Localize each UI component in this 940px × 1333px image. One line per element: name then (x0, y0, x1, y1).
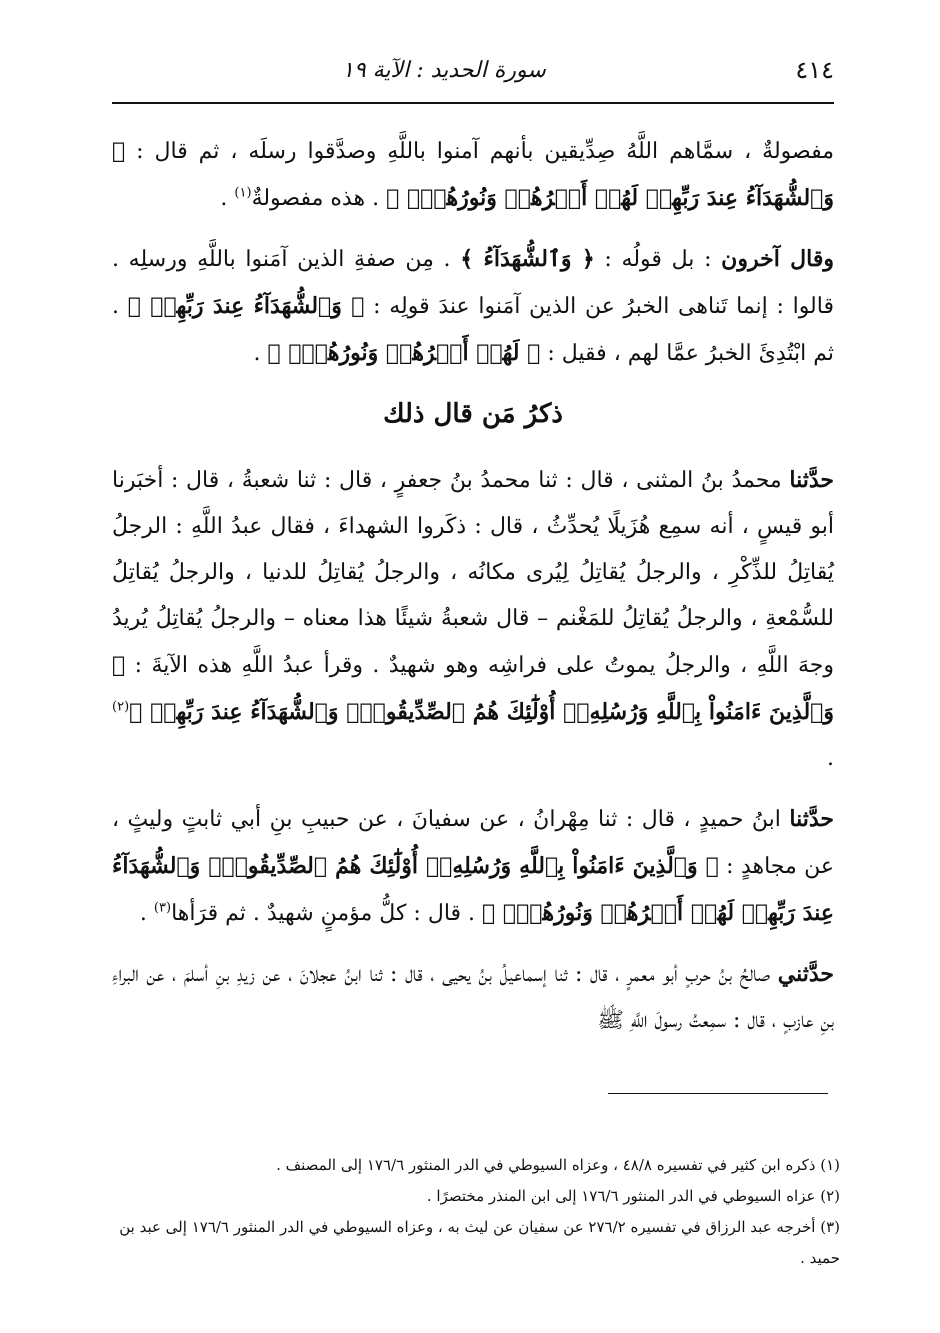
paragraph-4 (112, 796, 834, 937)
p4-text-b: . قال : كلُّ مؤمنٍ شهيدٌ . ثم قرَأها (171, 901, 483, 926)
p1-text-a: مفصولةٌ ، سمَّاهم اللَّهُ صِدِّيقين بأنهم آمنوا باللَّهِ وصدَّقوا رسلَه ، ثم قال : (136, 139, 834, 164)
p2-quote-c: ﴿ لَهُمۡ أَجۡرُهُمۡ وَنُورُهُمۡۖ ﴾ (267, 340, 541, 366)
page-number: ٤١٤ (795, 56, 834, 84)
footnote-3: (٣) أخرجه عبد الرزاق في تفسيره ٢٧٦/٢ عن سفيان عن ليث به ، وعزاه السيوطي في الدر المنثور ١٧٦/٦ إلى عبد بن حميد . (119, 1218, 840, 1267)
p1-text-b: . هذه مفصولةٌ (251, 186, 387, 211)
p4-text-a: ابنُ حميدٍ ، قال : ثنا مِهْرانُ ، عن سفيانَ ، عن حبيبِ بنِ أبي ثابتٍ وليثٍ ، عن مجاهدٍ : (112, 807, 835, 879)
p2-quote-a: ﴿ وَٱلشُّهَدَآءُ ﴾ (460, 246, 595, 272)
p2-text-c: . ثم ابْتُدِئَ الخبرُ عمَّا لهم ، فقيل : (112, 294, 834, 366)
p2-quote-b: ﴿ وَٱلشُّهَدَآءُ عِندَ رَبِّهِمۡ ﴾ (127, 293, 365, 319)
p3-lead: حدَّثنا (789, 467, 834, 493)
p4-quran-quote: ﴿ وَٱلَّذِينَ ءَامَنُواْ بِٱللَّهِ وَرُسُلِهِۦٓ أُوْلَٰٓئِكَ هُمُ ٱلصِّدِّيقُونَۖ وَٱلشُّهَدَآءُ عِندَ رَبِّهِمۡ لَهُمۡ أَجۡرُهُمۡ وَنُورُهُمۡۖ ﴾ (112, 853, 834, 926)
running-title: سورة الحديد : الآية ١٩ (342, 58, 546, 83)
p2-lead: وقال آخرون (721, 246, 834, 272)
page-header (112, 48, 834, 104)
p4-lead: حدَّثنا (789, 806, 834, 832)
p3-text-b: . (827, 746, 834, 771)
paragraph-1: مفصولةٌ ، سمَّاهم اللَّهُ صِدِّيقين بأنهم آمنوا باللَّهِ وصدَّقوا رسلَه ، ثم قال : ﴿ وَٱلشُّهَدَآءُ عِندَ رَبِّهِمۡ لَهُمۡ أَجۡرُهُمۡ وَنُورُهُمۡۖ ﴾ . هذه مفصولةٌ$^{(١)}$ . (112, 138, 834, 211)
footnote-ref-3: (٣) (153, 900, 172, 916)
footnote-2: (٢) عزاه السيوطي في الدر المنثور ١٧٦/٦ إلى ابن المنذر مختصرًا . (426, 1187, 840, 1205)
p5-text-a: صالحُ بنُ حربٍ أبو معمرٍ ، قال : ثنا إسماعيلُ بنُ يحيى ، قال : ثنا ابنُ عجلانَ ، عن زيدِ بنِ أسلمَ ، عن البراءِ بنِ عازبٍ ، قال : سمِعتُ رسولَ اللَّهِ ﷺ (112, 962, 834, 1033)
p2-text-d: . (253, 341, 268, 366)
section-heading: ذكرُ مَن قال ذلك (383, 399, 563, 429)
p4-text-c: . (139, 901, 154, 926)
paragraph-3 (112, 457, 834, 782)
paragraph-5 (112, 951, 834, 1044)
footnotes (104, 1150, 840, 1274)
main-text (112, 128, 834, 1058)
p3-text-a: محمدُ بنُ المثنى ، قال : ثنا محمدُ بنُ جعفرٍ ، قال : ثنا شعبةُ ، قال : أخبَرنا أبو قيسٍ ، أنه سمِع هُزَيلًا يُحدِّثُ ، قال : ذكَروا الشهداءَ ، فقال عبدُ اللَّهِ : الرجلُ يُقاتِلُ للذِّكْرِ ، والرجلُ يُقاتِلُ لِيُرى مكانُه ، والرجلُ يُقاتِلُ للدنيا ، والرجلُ يُقاتِلُ للسُّمْعةِ ، والرجلُ يُقاتِلُ للمَغْنم – قال شعبةُ شيئًا هذا معناه – والرجلُ يُقاتِلُ يُريدُ وجهَ اللَّهِ ، والرجلُ يموتُ على فراشِه وهو شهيدٌ . وقرأ عبدُ اللَّهِ هذه الآيةَ : (112, 468, 834, 678)
footnote-1: (١) ذكره ابن كثير في تفسيره ٤٨/٨ ، وعزاه السيوطي في الدر المنثور ١٧٦/٦ إلى المصنف . (276, 1156, 840, 1174)
footnote-ref-2: (٢) (112, 699, 130, 715)
footnote-separator (608, 1093, 828, 1094)
header-rule (112, 102, 834, 104)
p2-text-a: : بل قولُه : (594, 247, 722, 272)
p2-text-b: . مِن صفةِ الذين آمَنوا باللَّهِ ورسلِه . قالوا : إنما تَناهى الخبرُ عن الذين آمَنوا عندَ قولِه : (112, 247, 834, 319)
p3-quran-quote: ﴿ وَٱلَّذِينَ ءَامَنُواْ بِٱللَّهِ وَرُسُلِهِۦٓ أُوْلَٰٓئِكَ هُمُ ٱلصِّدِّيقُونَۖ وَٱلشُّهَدَآءُ عِندَ رَبِّهِمۡ ﴾ (112, 652, 834, 725)
paragraph-2 (112, 236, 834, 377)
p1-quran-quote: ﴿ وَٱلشُّهَدَآءُ عِندَ رَبِّهِمۡ لَهُمۡ أَجۡرُهُمۡ وَنُورُهُمۡۖ ﴾ (112, 138, 834, 211)
p5-lead: حدَّثني (777, 961, 834, 987)
footnote-ref-1: (١) (234, 185, 252, 201)
